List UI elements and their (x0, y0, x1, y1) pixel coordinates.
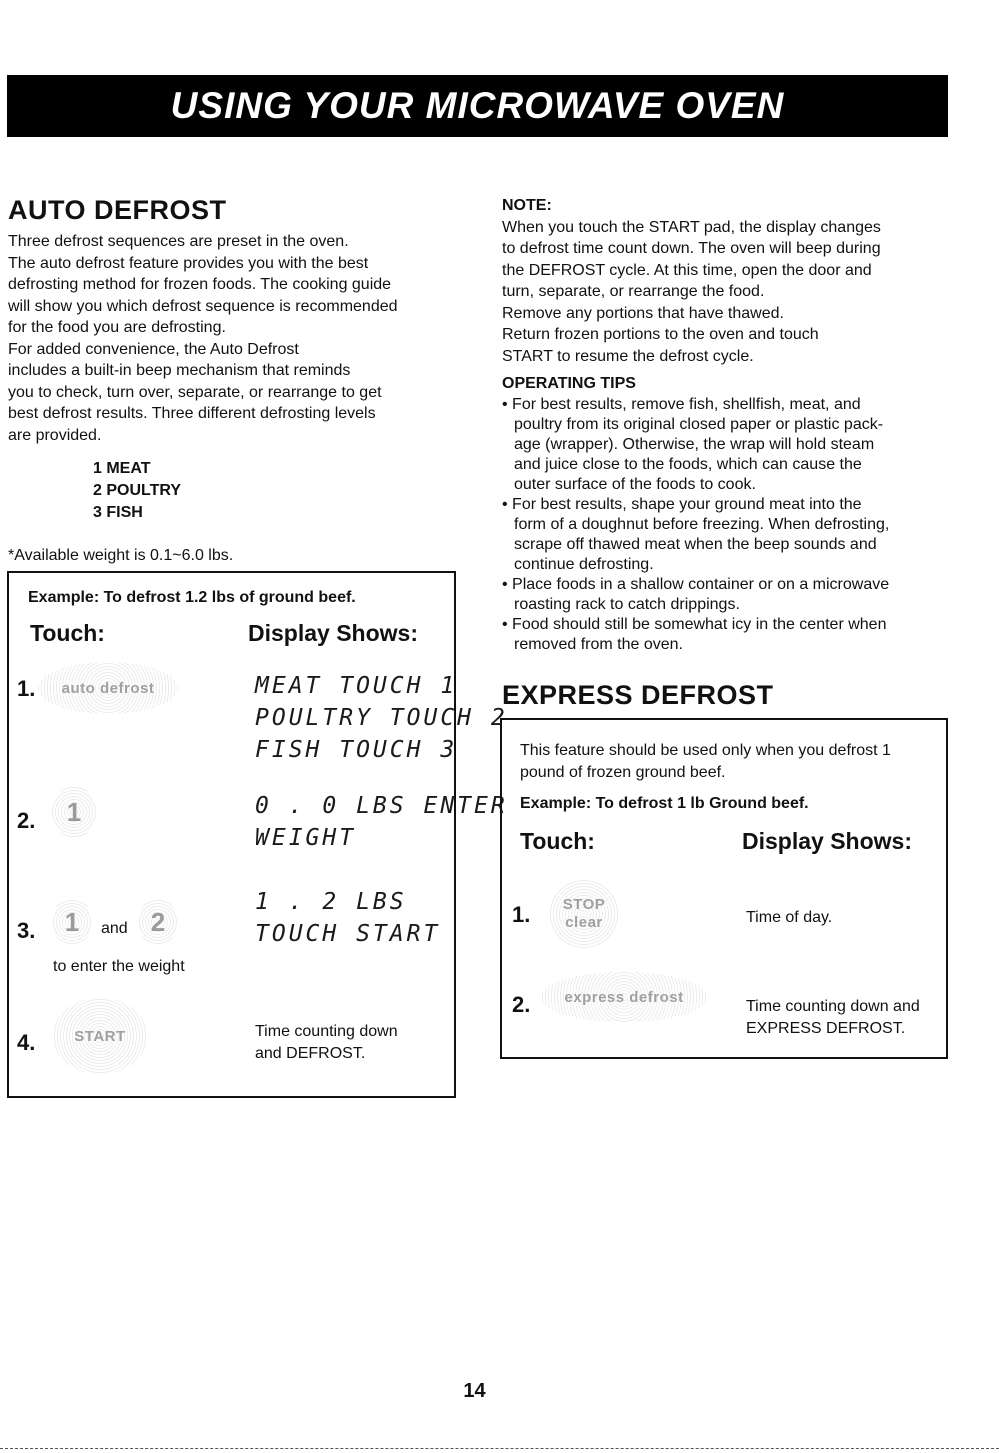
note-section (502, 195, 962, 367)
pad-label: START (74, 1027, 126, 1045)
intro-line: will show you which defrost sequence is recommended (8, 297, 398, 315)
number-2-pad[interactable] (138, 898, 178, 946)
note-line: to defrost time count down. The oven will beep during (502, 240, 881, 257)
display-readout (746, 996, 920, 1039)
tip-line: and juice close to the foods, which can cause the (514, 456, 862, 473)
number-1-pad[interactable] (52, 786, 96, 838)
note-line: When you touch the START pad, the display changes (502, 218, 881, 236)
auto-defrost-intro (8, 231, 458, 446)
pad-label: auto defrost (61, 679, 155, 697)
lcd-line: MEAT TOUCH 1 (255, 673, 458, 699)
intro-line: are provided. (8, 426, 102, 444)
step-number: 1. (512, 902, 531, 927)
display-line: EXPRESS DEFROST. (746, 1019, 906, 1037)
lcd-line: FISH TOUCH 3 (255, 737, 458, 763)
level-poultry: 2 POULTRY (93, 482, 182, 499)
tip-line: outer surface of the foods to cook. (514, 476, 756, 493)
express-example-title: Example: To defrost 1 lb Ground beef. (520, 795, 809, 812)
tip-line: scrape off thawed meat when the beep sounds and (514, 536, 877, 553)
lcd-line: POULTRY TOUCH 2 (255, 705, 508, 731)
pad-label: 2 (150, 906, 166, 937)
tip-line: poultry from its original closed paper or plastic pack- (514, 416, 884, 433)
intro-line: The auto defrost feature provides you with the best (8, 254, 369, 272)
start-pad[interactable] (52, 998, 148, 1074)
tip-line: form of a doughnut before freezing. When defrosting, (514, 516, 890, 533)
tip-line: removed from the oven. (514, 636, 683, 653)
step-number: 3. (17, 918, 36, 943)
level-meat: 1 MEAT (93, 460, 151, 477)
page-number: 14 (463, 1380, 486, 1402)
tip-line: roasting rack to catch drippings. (514, 596, 740, 613)
tip-line: • Food should still be somewhat icy in the center when (502, 616, 887, 633)
pad-label-top: STOP (562, 896, 606, 913)
express-touch-label: Touch: (520, 828, 595, 854)
intro-line: you to check, turn over, separate, or rearrange to get (8, 383, 382, 401)
tip-line: continue defrosting. (514, 556, 654, 573)
express-defrost-heading: EXPRESS DEFROST (502, 680, 774, 710)
display-readout: Time of day. (746, 909, 833, 926)
tip-line: • For best results, remove fish, shellfish, meat, and (502, 396, 861, 413)
note-line: Remove any portions that have thawed. (502, 304, 784, 322)
pad-label: 1 (64, 906, 80, 937)
note-line: the DEFROST cycle. At this time, open the door and (502, 261, 872, 279)
display-line: Time counting down and (746, 998, 920, 1015)
intro-line: for the food you are defrosting. (8, 319, 226, 336)
operating-tips (502, 374, 962, 655)
intro-line: includes a built-in beep mechanism that reminds (8, 362, 351, 379)
lcd-line: 0 . 0 LBS ENTER (255, 793, 508, 819)
pad-label-bottom: clear (565, 914, 603, 931)
auto-defrost-heading: AUTO DEFROST (8, 195, 227, 225)
pad-label: 1 (66, 796, 82, 827)
express-defrost-pad[interactable] (540, 972, 708, 1022)
express-display-label: Display Shows: (742, 828, 912, 854)
note-line: START to resume the defrost cycle. (502, 347, 754, 365)
express-intro (520, 740, 945, 783)
defrost-levels (93, 458, 181, 524)
display-readout (255, 1021, 398, 1064)
lcd-line: WEIGHT (255, 825, 357, 851)
example-title: Example: To defrost 1.2 lbs of ground beef. (28, 589, 356, 606)
auto-defrost-pad[interactable] (38, 662, 178, 714)
display-column-label: Display Shows: (248, 620, 418, 646)
number-1-pad[interactable] (52, 898, 92, 946)
weight-note: *Available weight is 0.1~6.0 lbs. (8, 547, 234, 564)
intro-line: Three defrost sequences are preset in the oven. (8, 233, 349, 250)
note-line: Return frozen portions to the oven and touch (502, 326, 819, 343)
step-number: 1. (17, 676, 36, 701)
note-label: NOTE: (502, 197, 552, 214)
display-line: Time counting down (255, 1023, 398, 1040)
step-number: 2. (17, 808, 36, 833)
intro-line: best defrost results. Three different defrosting levels (8, 405, 376, 422)
step-caption: to enter the weight (53, 958, 185, 975)
touch-column-label: Touch: (30, 620, 105, 646)
tip-line: • Place foods in a shallow container or on a microwave (502, 576, 890, 593)
intro-line: defrosting method for frozen foods. The cooking guide (8, 276, 392, 293)
step-number: 4. (17, 1030, 36, 1055)
display-readout (255, 790, 508, 854)
note-line: turn, separate, or rearrange the food. (502, 283, 765, 300)
stop-clear-pad[interactable] (548, 878, 620, 950)
level-fish: 3 FISH (93, 504, 143, 521)
bottom-rule (0, 1448, 999, 1449)
display-readout (255, 886, 440, 950)
lcd-line: 1 . 2 LBS (255, 889, 407, 915)
display-line: and DEFROST. (255, 1044, 366, 1062)
express-intro-line: pound of frozen ground beef. (520, 763, 726, 781)
tip-line: age (wrapper). Otherwise, the wrap will hold steam (514, 436, 875, 453)
tip-line: • For best results, shape your ground meat into the (502, 496, 862, 513)
intro-line: For added convenience, the Auto Defrost (8, 340, 299, 358)
and-label: and (101, 920, 128, 937)
tips-label: OPERATING TIPS (502, 375, 636, 392)
display-readout (255, 670, 508, 766)
express-intro-line: This feature should be used only when you defrost 1 (520, 742, 891, 759)
page-banner: USING YOUR MICROWAVE OVEN (7, 75, 948, 137)
step-number: 2. (512, 992, 531, 1017)
lcd-line: TOUCH START (255, 921, 441, 947)
pad-label: express defrost (564, 988, 684, 1006)
